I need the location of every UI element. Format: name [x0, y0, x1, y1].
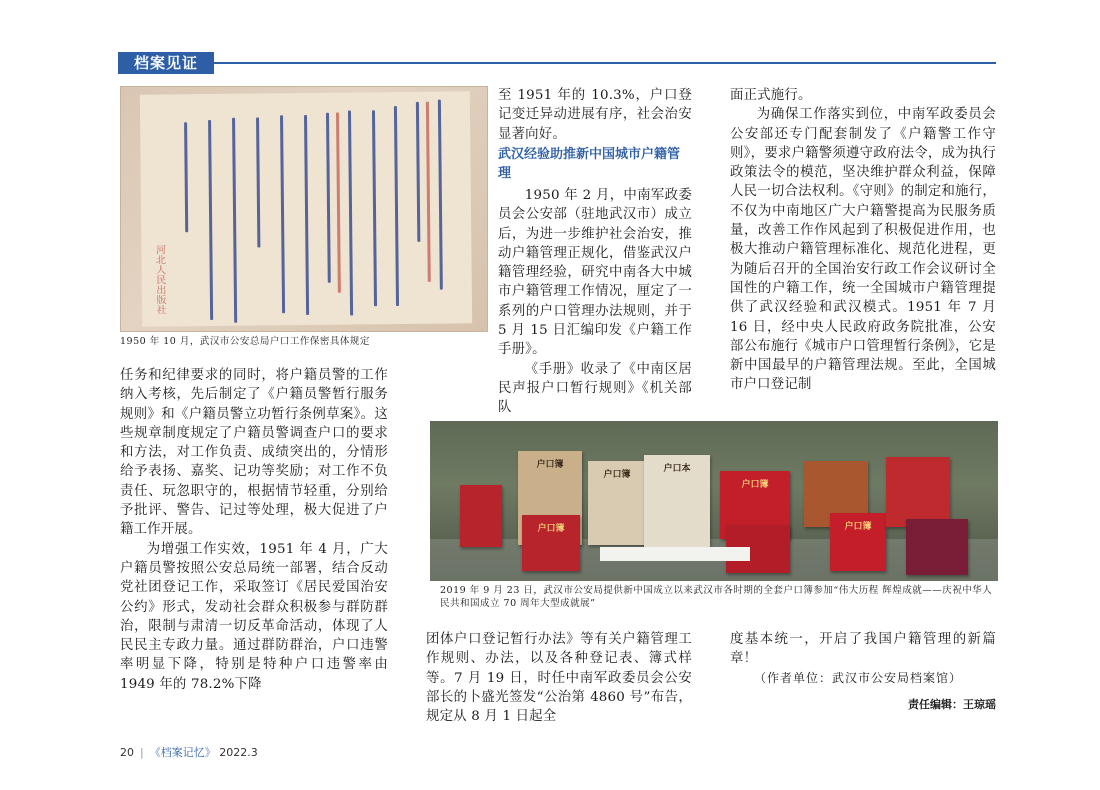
issue-number: 2022.3 [219, 746, 258, 759]
author-note: （作者单位：武汉市公安局档案馆） [754, 670, 963, 685]
paragraph: 1950 年 2 月，中南军政委员会公安部（驻地武汉市）成立后，为进一步维护社会治安，推动户籍管理正规化，借鉴武汉户籍管理经验，研究中南各大中城市户籍管理工作情况，厘定了一系列的户口管理办法规则，并于 5 月 15 日汇编印发《户籍工作手册》。 [498, 188, 692, 358]
section-subheading: 武汉经验助推新中国城市户籍管理 [498, 147, 681, 181]
paragraph: 《手册》收录了《中南区居民声报户口暂行规则》《机关部队 [498, 361, 692, 416]
mid-column-bottom [426, 630, 692, 726]
header-rule [214, 62, 996, 64]
booklet-red-3: 户口簿 [720, 471, 790, 539]
photo1-caption: 1950 年 10 月，武汉市公安总局户口工作保密具体规定 [120, 336, 370, 347]
paragraph: 面正式施行。 [730, 88, 812, 103]
exhibition-photo [430, 421, 998, 581]
exhibit-label-card [600, 547, 750, 561]
paragraph: 至 1951 年的 10.3%，户口登记变迁异动进展有序，社会治安显著向好。 [498, 88, 692, 142]
booklet-maroon-1 [906, 519, 968, 575]
paragraph: 为增强工作实效，1951 年 4 月，广大户籍员警按照公安总局统一部署，结合反动党社团登记工作，采取签订《居民爱国治安公约》形式，发动社会群众积极参与群防群治，限制与肃清一切反革命活动，体现了人民民主专政力量。通过群防群治，户口违警率明显下降，特别是特种户口违警率由 1949 年的 78.2%下降 [120, 541, 388, 692]
page-number: 20 [120, 746, 134, 759]
paragraph: 任务和纪律要求的同时，将户籍员警的工作纳入考核，先后制定了《户籍员警暂行服务规则》和《户籍员警立功暂行条例草案》。这些规章制度规定了户籍员警调查户口的要求和方法，对工作负责、成绩突出的，分情形给予表扬、嘉奖、记功等奖励；对工作不负责任、玩忽职守的，根据情节轻重，分别给予批评、警告、记过等处理，极大促进了户籍工作开展。 [120, 368, 388, 538]
photo2-caption: 2019 年 9 月 23 日，武汉市公安局提供新中国成立以来武汉市各时期的全套户口簿参加“伟大历程 辉煌成就——庆祝中华人民共和国成立 70 周年大型成就展” [440, 585, 993, 609]
booklet-red-1 [460, 485, 502, 547]
right-column-top [730, 86, 996, 395]
mid-column-top [498, 86, 692, 144]
document-sheet [140, 91, 472, 326]
right-column-bottom [730, 630, 996, 688]
journal-name: 《档案记忆》 [149, 746, 216, 759]
paragraph: 为确保工作落实到位，中南军政委员会公安部还专门配套制发了《户籍警工作守则》，要求户籍警须遵守政府法令，成为执行政策法令的模范，坚决维护群众利益，保障人民一切合法权利。《守则》的制定和施行，不仅为中南地区广大户籍警提高为民服务质量，改善工作作风起到了积极促进作用，也极大推动户籍管理标准化、规范化进程，更为随后召开的全国治安行政工作会议研讨全国性的户籍工作，统一全国城市户籍管理提供了武汉经验和武汉模式。1951 年 7 月 16 日，经中央人民政府政务院批准，公安部公布施行《城市户口管理暂行条例》，它是新中国最早的户籍管理法规。至此，全国城市户口登记制 [730, 107, 996, 393]
booklet-red-2: 户口簿 [522, 515, 580, 571]
paragraph: 度基本统一，开启了我国户籍管理的新篇章！ [730, 632, 996, 667]
booklet-red-6 [886, 457, 950, 527]
left-column-bottom [120, 366, 388, 694]
page-footer: 20 | 《档案记忆》 2022.3 [120, 746, 258, 759]
section-tag: 档案见证 [118, 52, 214, 74]
booklet-red-5: 户口簿 [830, 513, 886, 571]
archive-stamp: 河北人民出版社 [153, 244, 166, 315]
booklet-tan-1: 户口簿 [518, 451, 582, 545]
archive-document-photo [120, 86, 488, 332]
booklet-cream-1: 户口簿 [588, 461, 646, 545]
mid-column-body [498, 186, 692, 418]
responsible-editor: 责任编辑：王琼瑶 [908, 698, 996, 711]
paragraph: 团体户口登记暂行办法》等有关户籍管理工作规则、办法，以及各种登记表、簿式样等。7 月 19 日，时任中南军政委员会公安部长的卜盛光签发“公治第 4860 号”布告，规定从 8 月 1 日起全 [426, 632, 692, 725]
booklet-cream-2: 户口本 [644, 455, 710, 547]
